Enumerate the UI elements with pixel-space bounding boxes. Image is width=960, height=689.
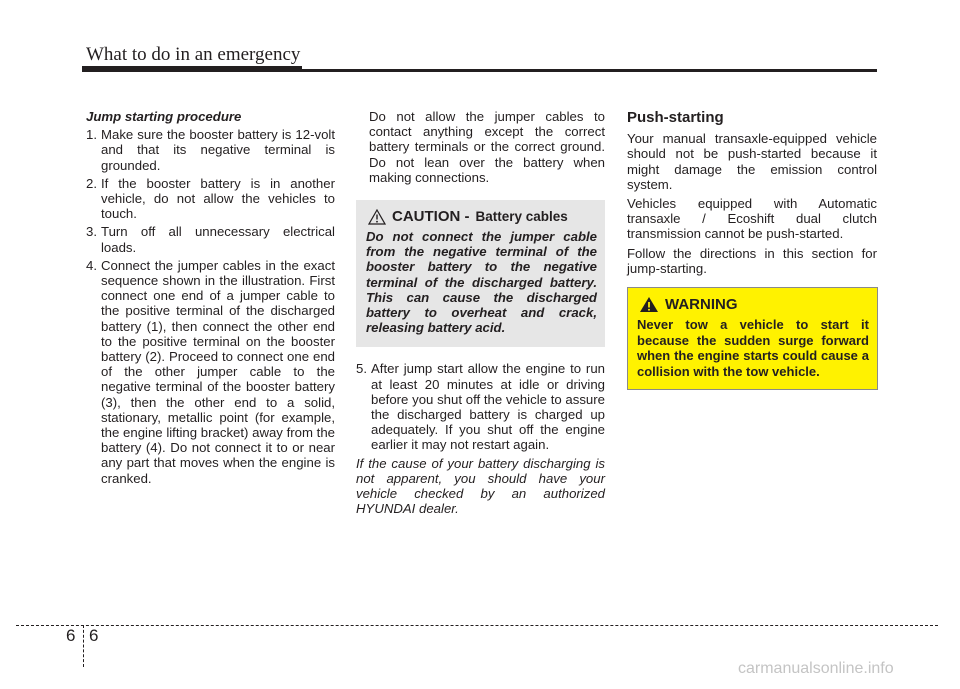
step-text: Turn off all unnecessary electrical loads. (101, 224, 335, 255)
warning-box (627, 287, 878, 390)
column-3 (627, 110, 877, 280)
step-number: 1. (86, 127, 97, 143)
step-text: After jump start allow the engine to run at least 20 minutes at idle or driving before you shut off the vehicle to assure the discharged battery is charged up adequately. If you shut off the engine earlier it may not restart again. (371, 361, 605, 453)
step-text: Make sure the booster battery is 12-volt and that its negative terminal is grounded. (101, 127, 335, 173)
paragraph: Your manual transaxle-equipped vehicle should not be push-started because it might damage the emission control system. (627, 131, 877, 192)
caution-triangle-icon (368, 209, 386, 225)
caution-title (366, 209, 597, 225)
caution-text: Do not connect the jumper cable from the negative terminal of the booster battery to the negative terminal of the discharged battery. This can cause the discharged battery to overheat and crack, releasing battery acid. (366, 229, 597, 336)
warning-triangle-icon (639, 296, 659, 313)
push-starting-heading: Push-starting (627, 109, 724, 126)
paragraph: Vehicles equipped with Automatic transaxle / Ecoshift dual clutch transmission cannot be push-started. (627, 196, 877, 242)
header-rule-accent (82, 66, 302, 72)
watermark: carmanualsonline.info (738, 660, 894, 677)
subheading: Jump starting procedure (86, 109, 242, 124)
warning-title (637, 296, 869, 313)
list-item (86, 176, 335, 222)
intro-paragraph: Do not allow the jumper cables to contact anything except the correct battery terminals or the correct ground. Do not lean over the battery when making connections. (369, 109, 605, 185)
dealer-note: If the cause of your battery discharging is not apparent, you should have your vehicle checked by an authorized HYUNDAI dealer. (356, 455, 605, 517)
chapter-number: 6 (66, 626, 76, 645)
caution-topic: Battery cables (475, 209, 568, 225)
warning-text: Never tow a vehicle to start it because the sudden surge forward when the engine starts could cause a collision with the tow vehicle. (637, 317, 869, 379)
list-item (86, 258, 335, 486)
step-number: 4. (86, 257, 97, 273)
footer-divider (16, 625, 938, 626)
section-title: What to do in an emergency (86, 44, 301, 65)
step-number: 2. (86, 175, 97, 191)
warning-label: WARNING (665, 295, 738, 313)
paragraph: Follow the directions in this section for jump-starting. (627, 245, 877, 276)
caution-label: CAUTION - (392, 208, 470, 226)
step-number: 5. (356, 361, 367, 377)
column-1 (86, 109, 335, 489)
list-item (86, 224, 335, 254)
caution-box (356, 200, 605, 347)
page-number: 6 (89, 626, 99, 645)
step-text: If the booster battery is in another vehicle, do not allow the vehicles to touch. (101, 175, 335, 222)
steps-list (356, 361, 605, 452)
steps-list (86, 127, 335, 486)
column-2 (356, 109, 605, 520)
list-item (356, 361, 605, 452)
list-item (86, 127, 335, 173)
footer-vertical-divider (83, 625, 84, 667)
step-number: 3. (86, 224, 97, 240)
step-text: Connect the jumper cables in the exact sequence shown in the illustration. First connect one end of a jumper cable to the positive terminal of the discharged battery (1), then connect the other end to the positive terminal on the booster battery (2). Proceed to connect one end of the other jumper cable to the negative terminal of the booster battery (3), then the other end to a solid, stationary, metallic point (for example, the engine lifting bracket) away from the battery (4). Do not connect it to or near any part that moves when the engine is cranked. (101, 257, 335, 486)
